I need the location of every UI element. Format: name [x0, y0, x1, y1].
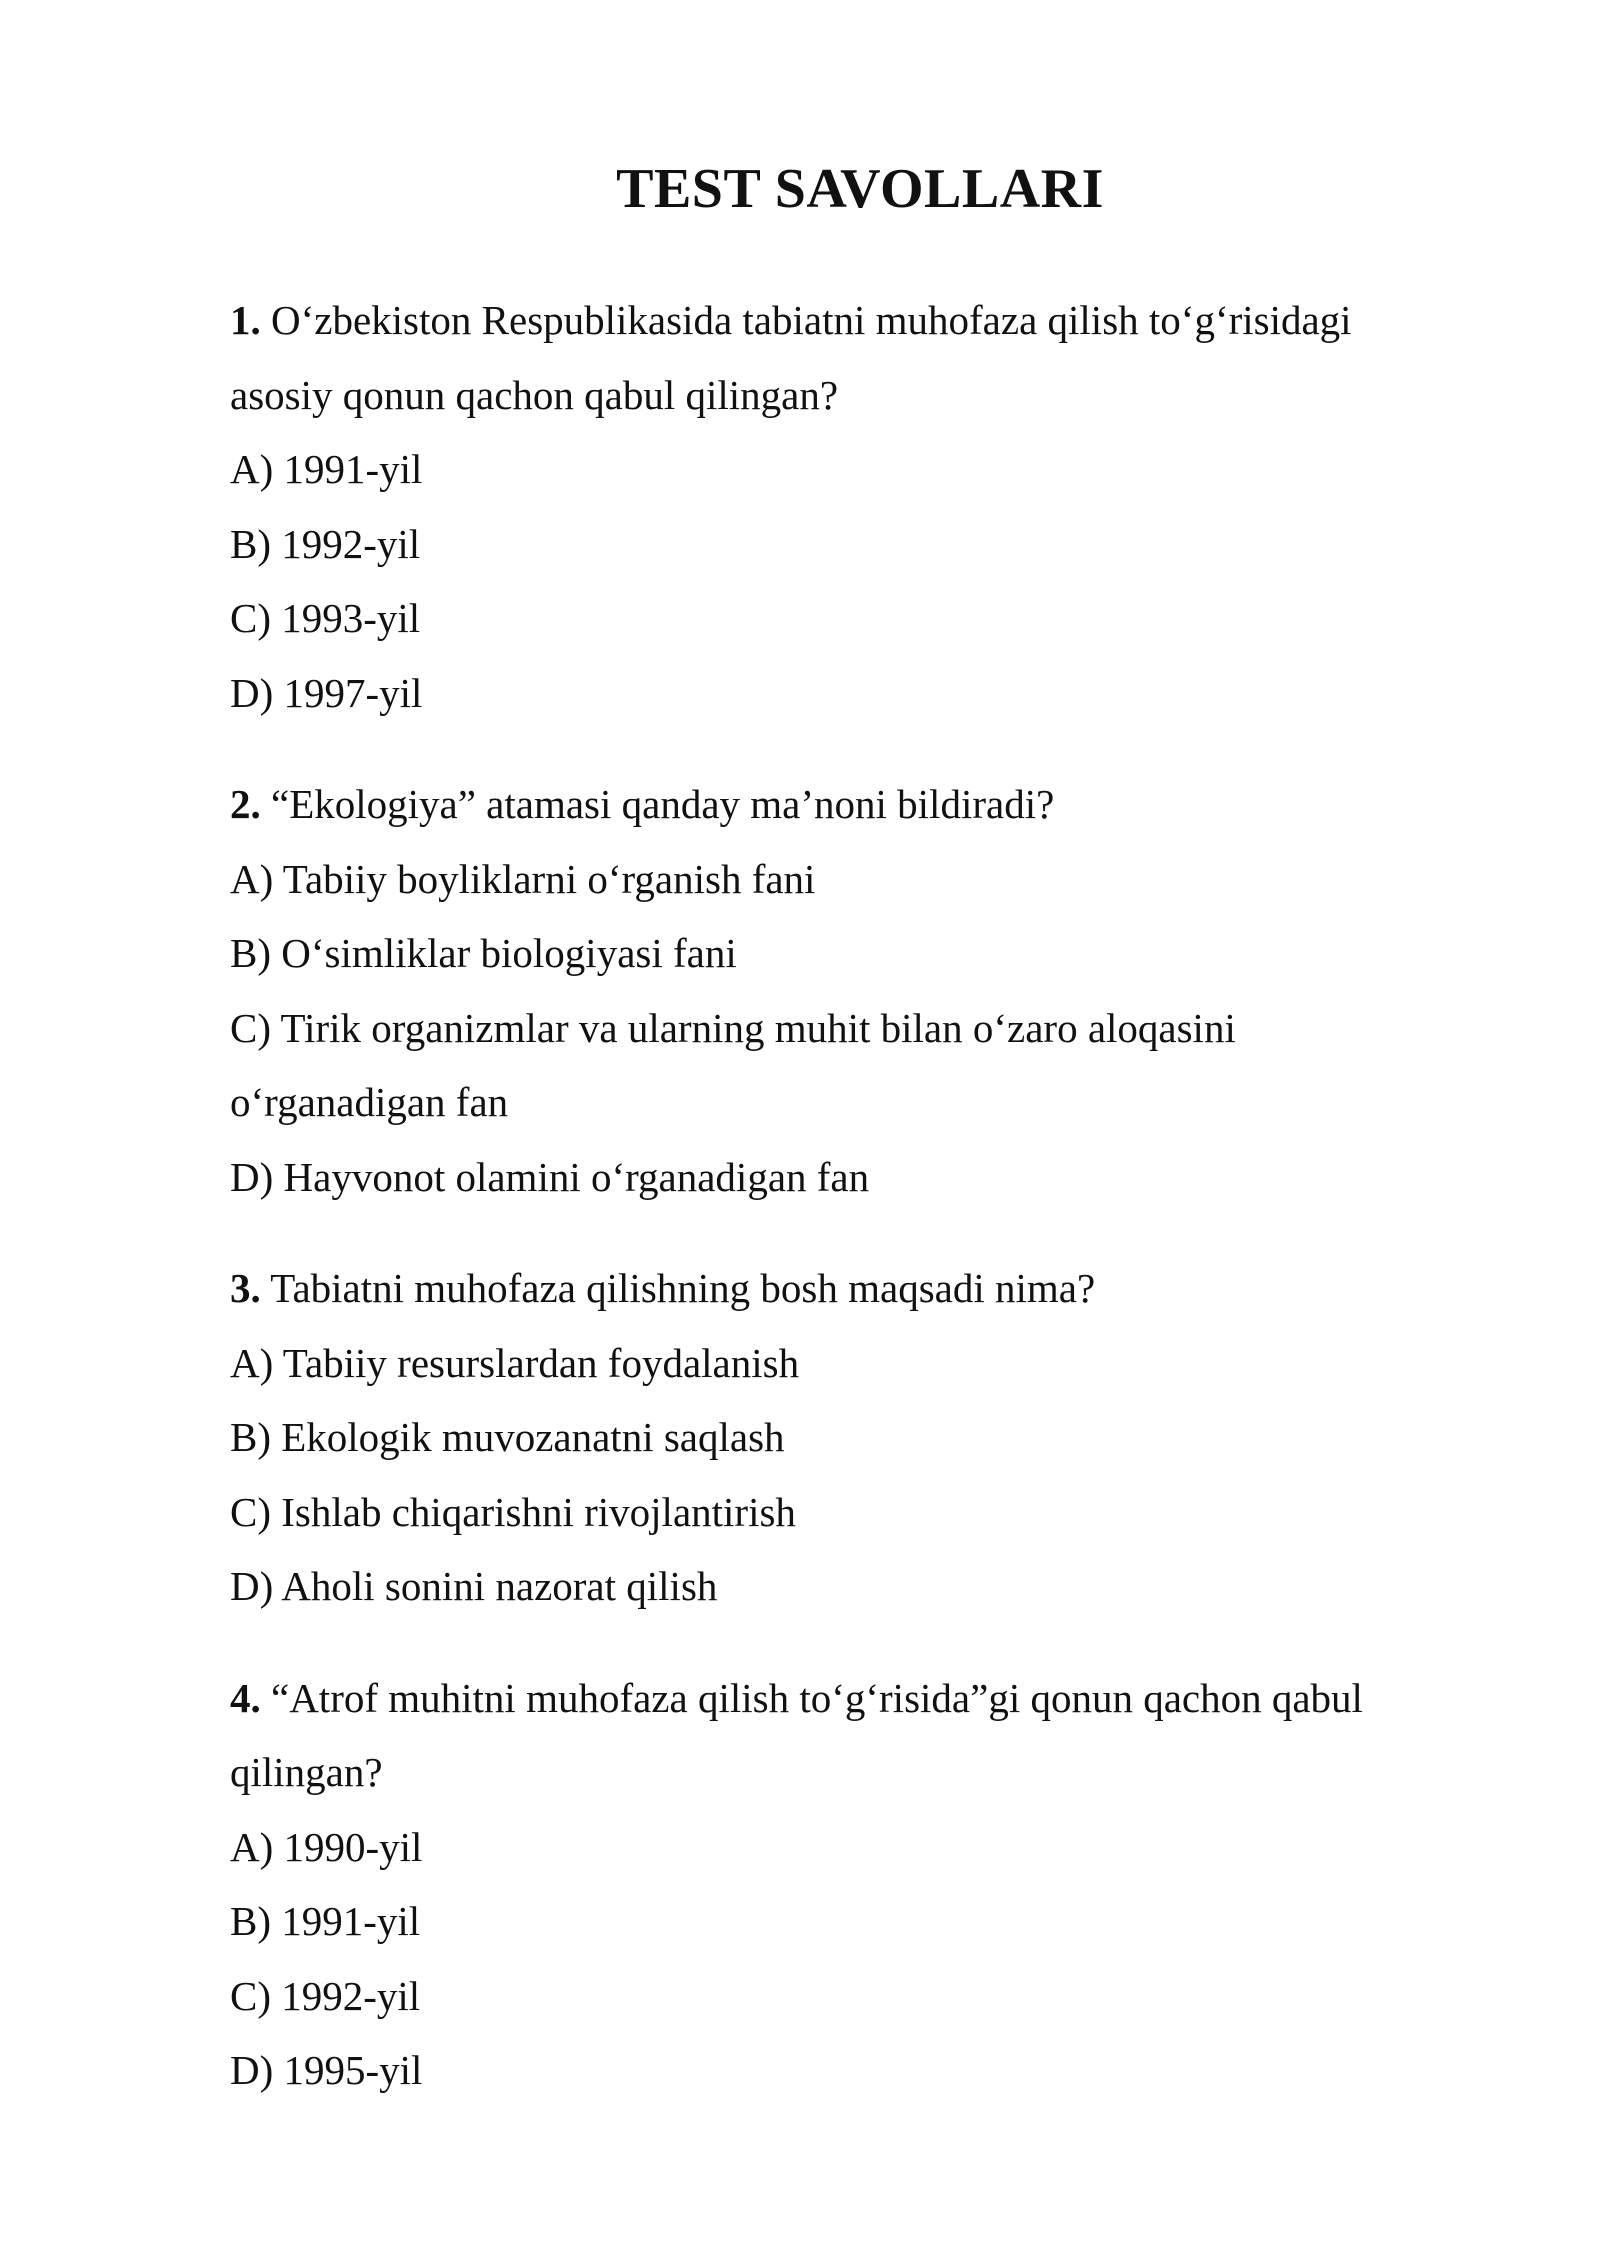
answer-option-d: D) 1997-yil: [230, 669, 423, 716]
answer-option-c: C) Ishlab chiqarishni rivojlantirish: [230, 1488, 796, 1535]
answer-option-c: C) 1992-yil: [230, 1972, 421, 2019]
question-text: O‘zbekiston Respublikasida tabiatni muhofaza qilish to‘g‘risidagi: [271, 297, 1352, 343]
answer-option-c-continued: o‘rganadigan fan: [230, 1079, 509, 1125]
answer-option-b: B) O‘simliklar biologiyasi fani: [230, 930, 737, 976]
answer-option-a: A) 1990-yil: [230, 1823, 423, 1870]
question-text-line: [230, 1251, 1460, 1326]
question-text: Tabiatni muhofaza qilishning bosh maqsadi nima?: [270, 1265, 1096, 1311]
answer-option-a: A) 1991-yil: [230, 446, 423, 492]
question-number: 4.: [230, 1674, 261, 1721]
answer-option-a: A) Tabiiy boyliklarni o‘rganish fani: [230, 855, 816, 902]
answer-option-d: D) Aholi sonini nazorat qilish: [230, 1563, 718, 1609]
document-title: TEST SAVOLLARI: [616, 158, 1104, 220]
question-text-line: [230, 767, 1460, 842]
question-number: 3.: [230, 1265, 261, 1311]
answer-option-b: B) 1992-yil: [230, 520, 421, 567]
question-2: [230, 767, 1460, 1214]
answer-option-d: D) 1995-yil: [230, 2047, 423, 2093]
question-text-line: qilingan?: [230, 1749, 383, 1795]
question-list: [230, 283, 1460, 2145]
question-text: “Ekologiya” atamasi qanday ma’noni bildiradi?: [271, 781, 1055, 827]
answer-option-c: C) 1993-yil: [230, 595, 421, 641]
question-text-line: asosiy qonun qachon qabul qilingan?: [230, 371, 839, 418]
answer-option-b: B) 1991-yil: [230, 1898, 421, 1944]
answer-option-a: A) Tabiiy resurslardan foydalanish: [230, 1339, 800, 1386]
question-3: [230, 1251, 1460, 1624]
question-text: “Atrof muhitni muhofaza qilish to‘g‘risida”gi qonun qachon qabul: [271, 1674, 1363, 1721]
answer-option-c: C) Tirik organizmlar va ularning muhit bilan o‘zaro aloqasini: [230, 1004, 1236, 1051]
question-text-line: [230, 1661, 1460, 1736]
question-4: [230, 1661, 1460, 2108]
question-number: 2.: [230, 781, 261, 827]
answer-option-b: B) Ekologik muvozanatni saqlash: [230, 1414, 785, 1460]
question-text-line: [230, 283, 1460, 358]
answer-option-d: D) Hayvonot olamini o‘rganadigan fan: [230, 1153, 870, 1200]
question-number: 1.: [230, 297, 261, 343]
question-1: [230, 283, 1460, 730]
